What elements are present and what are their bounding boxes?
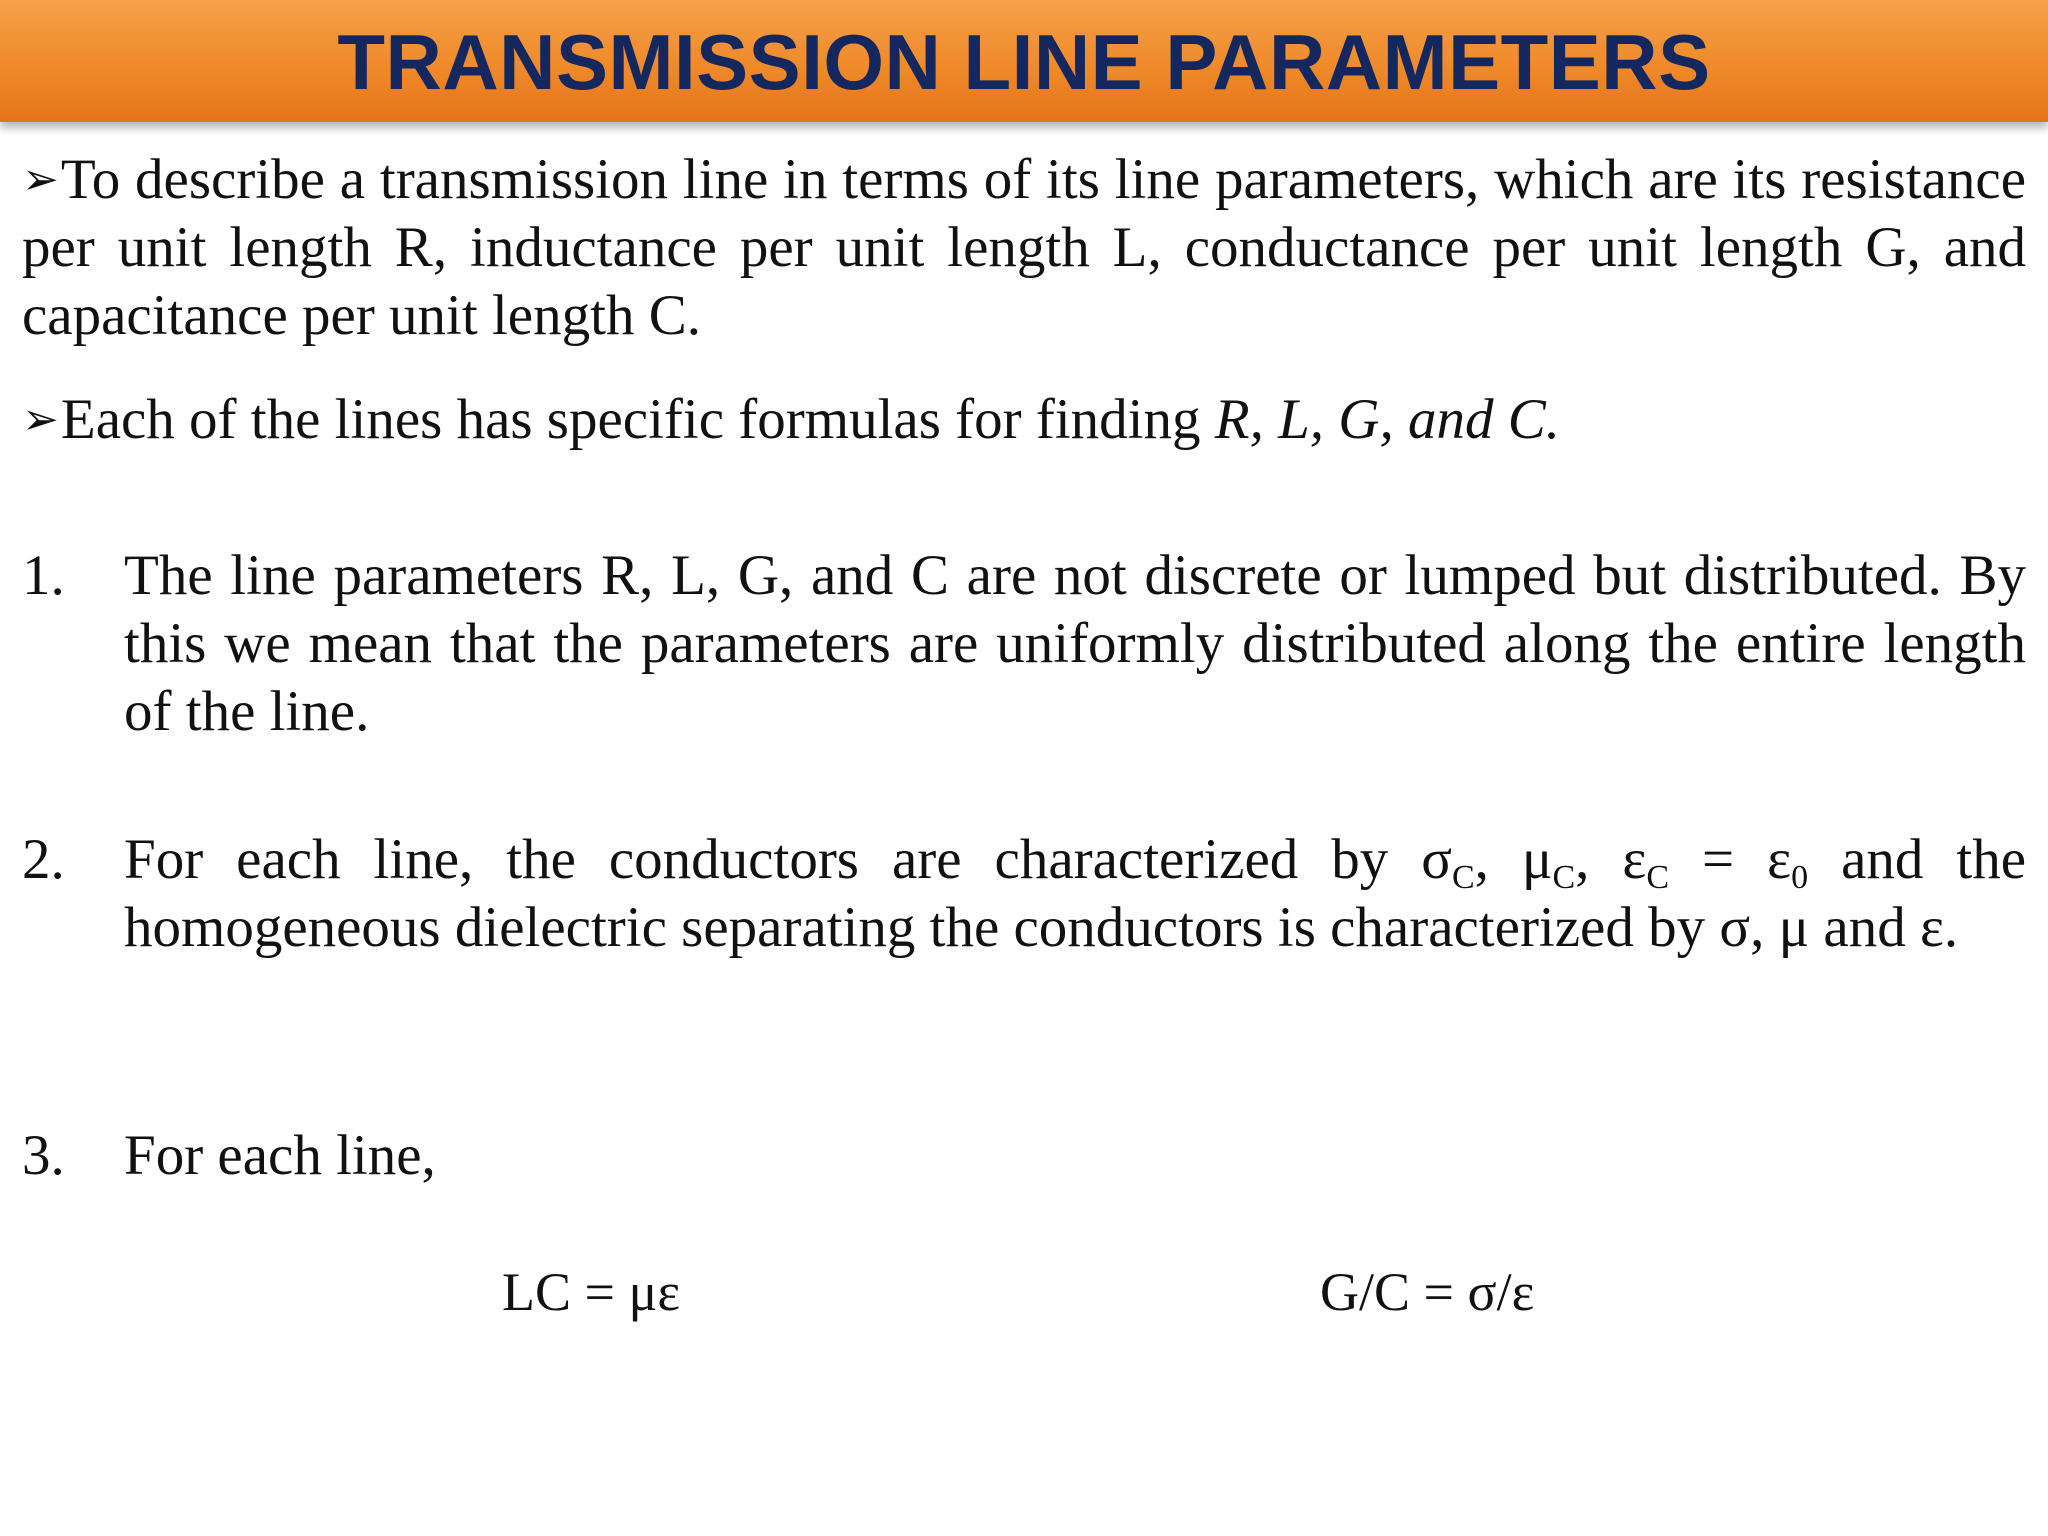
- symbol-epsilon: ε: [1767, 828, 1792, 891]
- subscript: C: [1451, 859, 1475, 896]
- separator: ,: [1474, 828, 1522, 891]
- numbered-item: [22, 826, 2026, 962]
- item-number: 2.: [22, 828, 65, 891]
- symbol-mu: μ: [1521, 828, 1553, 891]
- item-text-part: For each line, the conductors are characterized by: [124, 828, 1422, 891]
- formula-gc: G/C = σ/ε: [1320, 1262, 1535, 1322]
- equals-sign: =: [1669, 828, 1768, 891]
- numbered-item: [22, 542, 2026, 746]
- arrow-bullet-icon: ➢: [22, 394, 59, 445]
- subscript: C: [1552, 859, 1576, 896]
- page-title: TRANSMISSION LINE PARAMETERS: [337, 18, 1711, 106]
- item-text: [124, 826, 2026, 962]
- bullet-text: To describe a transmission line in terms of its line parameters, which are its resistance per unit length R, inductance per unit length L, conductance per unit length G, and capacitance per unit length C.: [22, 148, 2026, 347]
- subscript: C: [1646, 859, 1670, 896]
- formula-lc: LC = με: [502, 1262, 681, 1322]
- arrow-bullet-icon: ➢: [22, 154, 59, 205]
- symbol-epsilon: ε: [1622, 828, 1647, 891]
- bullet-item: [22, 386, 2026, 454]
- item-number: 1.: [22, 544, 65, 607]
- item-text: For each line,: [124, 1124, 436, 1187]
- subscript: 0: [1791, 859, 1809, 896]
- item-text-part: and the homogeneous dielectric separating the conductors is characterized by: [124, 828, 2027, 959]
- item-text-part: σ, μ and ε.: [1719, 896, 1959, 959]
- symbol-sigma: σ: [1421, 828, 1452, 891]
- bullet-item: [22, 146, 2026, 350]
- separator: ,: [1575, 828, 1623, 891]
- item-number: 3.: [22, 1124, 65, 1187]
- numbered-item: [22, 1122, 2026, 1190]
- bullet-text: Each of the lines has specific formulas for finding: [60, 388, 1215, 451]
- item-text: The line parameters R, L, G, and C are not discrete or lumped but distributed. By this we mean that the parameters are uniformly distributed along the entire length of the line.: [124, 544, 2026, 743]
- bullet-text-italic: R, L, G, and C.: [1214, 388, 1560, 451]
